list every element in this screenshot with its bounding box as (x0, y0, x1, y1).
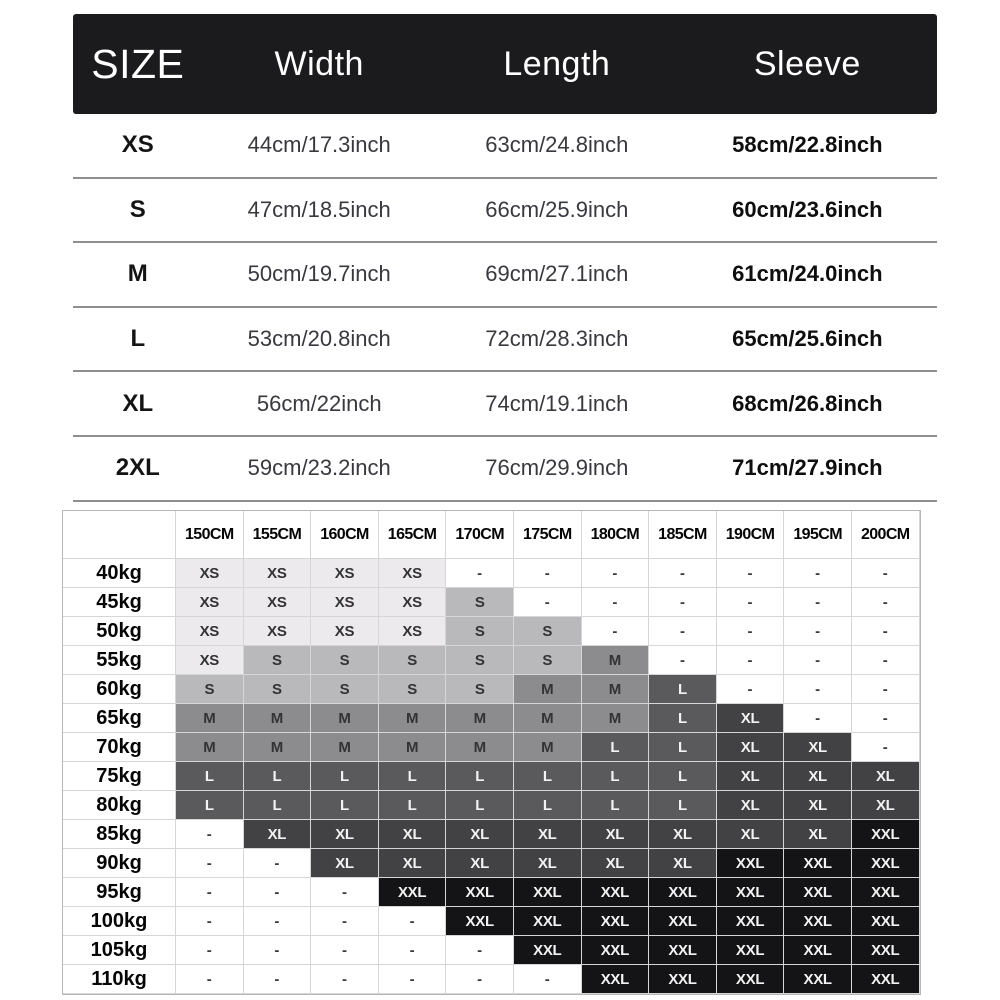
size-cell: XXL (717, 849, 785, 878)
empty-cell: - (311, 936, 379, 965)
size-cell: XS (311, 617, 379, 646)
empty-cell: - (244, 849, 312, 878)
size-cell: XL (244, 820, 312, 849)
size-cell: XL (311, 849, 379, 878)
size-cell: XL (784, 762, 852, 791)
size-cell: S (446, 588, 514, 617)
size-cell: L (311, 762, 379, 791)
size-cell: S (446, 646, 514, 675)
width-value: 50cm/19.7inch (247, 261, 391, 287)
size-cell: XL (379, 820, 447, 849)
size-cell: S (379, 646, 447, 675)
empty-cell: - (379, 936, 447, 965)
empty-cell: - (311, 965, 379, 994)
size-cell: M (311, 733, 379, 762)
empty-cell: - (852, 646, 920, 675)
empty-cell: - (244, 965, 312, 994)
weight-label-cell: 55kg (63, 646, 176, 675)
weight-label-cell: 50kg (63, 617, 176, 646)
length-value: 74cm/19.1inch (485, 390, 629, 416)
size-cell: XL (717, 762, 785, 791)
empty-cell: - (717, 675, 785, 704)
size-cell: XL (311, 820, 379, 849)
column-header-sleeve: Sleeve (753, 44, 861, 83)
weight-label-cell: 100kg (63, 907, 176, 936)
sleeve-value: 65cm/25.6inch (732, 326, 883, 352)
width-value: 44cm/17.3inch (247, 132, 391, 158)
length-value: 76cm/29.9inch (485, 455, 629, 481)
empty-cell: - (311, 907, 379, 936)
empty-cell: - (649, 588, 717, 617)
weight-label-cell: 110kg (63, 965, 176, 994)
empty-cell: - (717, 617, 785, 646)
empty-cell: - (514, 588, 582, 617)
empty-cell: - (852, 733, 920, 762)
size-label: XS (121, 131, 154, 159)
size-cell: XL (514, 820, 582, 849)
size-cell: S (311, 646, 379, 675)
size-table-row (73, 372, 937, 437)
size-cell: M (582, 704, 650, 733)
size-cell: XXL (582, 936, 650, 965)
size-cell: XXL (784, 907, 852, 936)
size-cell: XXL (717, 936, 785, 965)
size-cell: XS (379, 588, 447, 617)
height-weight-fit-matrix (62, 510, 921, 995)
column-header-width: Width (274, 44, 364, 83)
width-value: 56cm/22inch (256, 390, 382, 416)
size-cell: XXL (717, 878, 785, 907)
height-header-cell: 150CM (176, 511, 244, 559)
size-cell: XL (446, 849, 514, 878)
size-label: L (130, 325, 146, 353)
size-cell: XL (582, 820, 650, 849)
height-header-cell: 155CM (244, 511, 312, 559)
empty-cell: - (649, 617, 717, 646)
empty-cell: - (717, 559, 785, 588)
empty-cell: - (176, 907, 244, 936)
size-cell: XL (717, 820, 785, 849)
size-cell: XXL (649, 965, 717, 994)
empty-cell: - (582, 588, 650, 617)
size-cell: XXL (446, 878, 514, 907)
sleeve-value: 68cm/26.8inch (732, 390, 883, 416)
size-cell: M (582, 646, 650, 675)
size-cell: XS (379, 559, 447, 588)
size-cell: L (514, 791, 582, 820)
size-cell: M (446, 733, 514, 762)
empty-cell: - (784, 588, 852, 617)
empty-cell: - (582, 617, 650, 646)
empty-cell: - (446, 559, 514, 588)
size-cell: XXL (649, 936, 717, 965)
empty-cell: - (514, 559, 582, 588)
size-cell: XL (717, 704, 785, 733)
size-cell: XL (717, 733, 785, 762)
size-cell: M (582, 675, 650, 704)
height-header-cell: 200CM (852, 511, 920, 559)
size-cell: L (244, 762, 312, 791)
size-cell: M (514, 733, 582, 762)
size-label: 2XL (115, 454, 160, 482)
empty-cell: - (514, 965, 582, 994)
size-cell: XS (311, 588, 379, 617)
matrix-corner-cell (63, 511, 176, 559)
size-cell: M (176, 733, 244, 762)
size-cell: L (582, 733, 650, 762)
size-table-row (73, 179, 937, 244)
height-header-cell: 185CM (649, 511, 717, 559)
empty-cell: - (176, 878, 244, 907)
height-header-cell: 165CM (379, 511, 447, 559)
size-cell: S (514, 617, 582, 646)
size-cell: S (514, 646, 582, 675)
size-cell: L (582, 762, 650, 791)
size-cell: XS (244, 559, 312, 588)
size-cell: XXL (784, 878, 852, 907)
size-cell: M (446, 704, 514, 733)
size-cell: M (176, 704, 244, 733)
size-cell: XS (244, 617, 312, 646)
size-cell: L (176, 762, 244, 791)
empty-cell: - (446, 965, 514, 994)
empty-cell: - (852, 559, 920, 588)
size-cell: XL (717, 791, 785, 820)
size-cell: XXL (649, 878, 717, 907)
empty-cell: - (649, 559, 717, 588)
column-header-length: Length (503, 44, 611, 83)
size-cell: S (311, 675, 379, 704)
size-cell: XXL (514, 907, 582, 936)
size-cell: XL (852, 762, 920, 791)
empty-cell: - (176, 820, 244, 849)
empty-cell: - (717, 588, 785, 617)
size-cell: XXL (446, 907, 514, 936)
size-measurement-table (73, 14, 937, 502)
size-cell: M (244, 733, 312, 762)
size-cell: XXL (717, 907, 785, 936)
weight-label-cell: 85kg (63, 820, 176, 849)
empty-cell: - (379, 965, 447, 994)
size-cell: XS (379, 617, 447, 646)
weight-label-cell: 95kg (63, 878, 176, 907)
size-cell: XXL (784, 849, 852, 878)
size-cell: XL (784, 733, 852, 762)
size-cell: S (244, 646, 312, 675)
size-cell: XXL (852, 820, 920, 849)
size-cell: XXL (379, 878, 447, 907)
size-cell: XXL (514, 878, 582, 907)
size-cell: XS (176, 617, 244, 646)
size-cell: XL (582, 849, 650, 878)
empty-cell: - (717, 646, 785, 675)
size-cell: L (649, 791, 717, 820)
width-value: 53cm/20.8inch (247, 326, 391, 352)
size-cell: M (514, 675, 582, 704)
size-cell: L (446, 791, 514, 820)
size-cell: S (379, 675, 447, 704)
size-cell: XXL (582, 965, 650, 994)
weight-label-cell: 70kg (63, 733, 176, 762)
size-cell: XL (649, 849, 717, 878)
size-cell: S (446, 675, 514, 704)
sleeve-value: 71cm/27.9inch (732, 455, 883, 481)
height-header-cell: 160CM (311, 511, 379, 559)
empty-cell: - (176, 965, 244, 994)
sleeve-value: 60cm/23.6inch (732, 196, 883, 222)
size-cell: XS (176, 588, 244, 617)
empty-cell: - (784, 646, 852, 675)
sleeve-value: 58cm/22.8inch (732, 132, 883, 158)
empty-cell: - (784, 617, 852, 646)
empty-cell: - (852, 675, 920, 704)
size-cell: L (649, 733, 717, 762)
size-cell: XXL (717, 965, 785, 994)
column-header-size: SIZE (91, 40, 185, 87)
empty-cell: - (311, 878, 379, 907)
size-cell: XL (784, 820, 852, 849)
empty-cell: - (244, 907, 312, 936)
size-cell: XXL (514, 936, 582, 965)
weight-label-cell: 105kg (63, 936, 176, 965)
empty-cell: - (176, 849, 244, 878)
size-label: M (127, 260, 148, 288)
size-cell: XXL (852, 965, 920, 994)
weight-label-cell: 45kg (63, 588, 176, 617)
weight-label-cell: 60kg (63, 675, 176, 704)
empty-cell: - (244, 878, 312, 907)
size-cell: M (311, 704, 379, 733)
size-cell: XXL (649, 907, 717, 936)
size-cell: XXL (852, 878, 920, 907)
size-cell: S (446, 617, 514, 646)
empty-cell: - (244, 936, 312, 965)
size-cell: M (379, 733, 447, 762)
size-cell: XL (446, 820, 514, 849)
empty-cell: - (649, 646, 717, 675)
empty-cell: - (176, 936, 244, 965)
sleeve-value: 61cm/24.0inch (732, 261, 883, 287)
size-cell: M (244, 704, 312, 733)
weight-label-cell: 90kg (63, 849, 176, 878)
empty-cell: - (852, 617, 920, 646)
size-table-row (73, 308, 937, 373)
height-header-cell: 195CM (784, 511, 852, 559)
size-cell: L (582, 791, 650, 820)
size-table-row (73, 114, 937, 179)
size-cell: S (176, 675, 244, 704)
size-cell: XL (852, 791, 920, 820)
weight-label-cell: 40kg (63, 559, 176, 588)
size-table-body (73, 114, 937, 502)
size-table-header (73, 14, 937, 114)
size-cell: L (379, 791, 447, 820)
size-cell: XXL (784, 965, 852, 994)
size-cell: XXL (582, 878, 650, 907)
size-cell: XL (379, 849, 447, 878)
size-cell: XL (649, 820, 717, 849)
empty-cell: - (582, 559, 650, 588)
empty-cell: - (379, 907, 447, 936)
size-cell: L (649, 675, 717, 704)
size-cell: S (244, 675, 312, 704)
size-cell: XXL (852, 907, 920, 936)
weight-label-cell: 65kg (63, 704, 176, 733)
size-cell: XS (176, 646, 244, 675)
size-cell: L (244, 791, 312, 820)
size-cell: XXL (852, 936, 920, 965)
size-cell: XS (244, 588, 312, 617)
weight-label-cell: 80kg (63, 791, 176, 820)
empty-cell: - (784, 559, 852, 588)
width-value: 59cm/23.2inch (247, 455, 391, 481)
empty-cell: - (446, 936, 514, 965)
size-cell: L (446, 762, 514, 791)
size-cell: XL (784, 791, 852, 820)
empty-cell: - (784, 675, 852, 704)
size-label: XL (122, 389, 154, 417)
height-header-cell: 190CM (717, 511, 785, 559)
weight-label-cell: 75kg (63, 762, 176, 791)
size-cell: M (379, 704, 447, 733)
height-header-cell: 180CM (582, 511, 650, 559)
size-cell: XS (176, 559, 244, 588)
size-cell: XXL (784, 936, 852, 965)
size-cell: XXL (582, 907, 650, 936)
size-cell: XXL (852, 849, 920, 878)
size-cell: XS (311, 559, 379, 588)
height-header-cell: 170CM (446, 511, 514, 559)
size-cell: L (379, 762, 447, 791)
size-table-row (73, 243, 937, 308)
size-cell: M (514, 704, 582, 733)
empty-cell: - (784, 704, 852, 733)
size-cell: L (176, 791, 244, 820)
size-label: S (129, 195, 146, 223)
width-value: 47cm/18.5inch (247, 196, 391, 222)
size-cell: L (649, 762, 717, 791)
size-cell: L (311, 791, 379, 820)
length-value: 66cm/25.9inch (485, 196, 629, 222)
size-cell: L (649, 704, 717, 733)
length-value: 69cm/27.1inch (485, 261, 629, 287)
empty-cell: - (852, 704, 920, 733)
size-cell: L (514, 762, 582, 791)
empty-cell: - (852, 588, 920, 617)
size-table-row (73, 437, 937, 502)
height-header-cell: 175CM (514, 511, 582, 559)
length-value: 72cm/28.3inch (485, 326, 629, 352)
size-cell: XL (514, 849, 582, 878)
length-value: 63cm/24.8inch (485, 132, 629, 158)
